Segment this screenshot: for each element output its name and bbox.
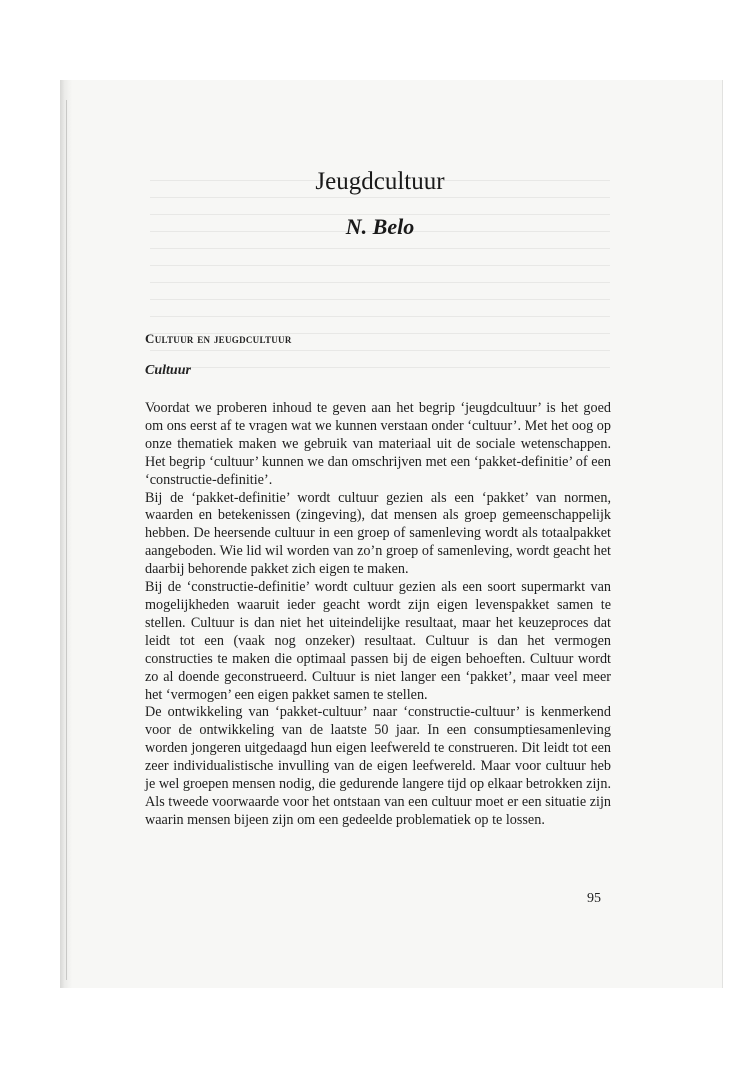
book-spine-line (66, 100, 67, 980)
body-text (145, 400, 611, 830)
paragraph: De ontwikkeling van ‘pakket-cultuur’ naar ‘constructie-cultuur’ is kenmerkend voor de ontwikkeling van de laatste 50 jaar. In een consumptiesamenleving worden jongeren uitgedaagd hun eigen leefwereld te construeren. Dit leidt tot een zeer individualistische invulling van de eigen leefwereld. Maar voor cultuur heb je wel groepen mensen nodig, die gedurende langere tijd op elkaar betrokken zijn. Als tweede voorwaarde voor het ontstaan van een cultuur moet er een situatie zijn waarin mensen bijeen zijn om een gedeelde problematiek op te lossen. (145, 704, 611, 828)
page-show-through (150, 180, 610, 380)
paragraph: Voordat we proberen inhoud te geven aan het begrip ‘jeugdcultuur’ is het goed om ons eerst af te vragen wat we kunnen verstaan onder ‘cultuur’. Met het oog op onze thematiek maken we gebruik van materiaal uit de sociale wetenschappen. Het begrip ‘cultuur’ kunnen we dan omschrijven met een ‘pakket-definitie’ of een ‘constructie-definitie’. (145, 400, 611, 488)
paragraph: Bij de ‘constructie-definitie’ wordt cultuur gezien als een soort supermarkt van mogelijkheden waaruit ieder geacht wordt zijn eigen levenspakket samen te stellen. Cultuur is dan niet het uiteindelijke resultaat, maar het keuzeproces dat leidt tot een (vaak nog onzeker) resultaat. Cultuur is dan het vermogen constructies te maken die optimaal passen bij de eigen behoeften. Cultuur wordt zo al doende geconstrueerd. Cultuur is niet langer een ‘pakket’, maar veel meer het ‘vermogen’ een eigen pakket samen te stellen. (145, 579, 611, 703)
subheading: Cultuur (145, 363, 191, 378)
paragraph: Bij de ‘pakket-definitie’ wordt cultuur gezien als een ‘pakket’ van normen, waarden en betekenissen (zingeving), dat mensen als groep gemeenschappelijk hebben. De heersende cultuur in een groep of samenleving wordt als totaalpakket aangeboden. Wie lid wil worden van zo’n groep of samenleving, wordt geacht het daarbij behorende pakket zich eigen te maken. (145, 489, 611, 578)
article-author: N. Belo (345, 214, 415, 239)
article-title: Jeugdcultuur (315, 168, 445, 195)
page-number: 95 (587, 891, 601, 906)
section-heading: Cultuur en jeugdcultuur (145, 331, 292, 346)
